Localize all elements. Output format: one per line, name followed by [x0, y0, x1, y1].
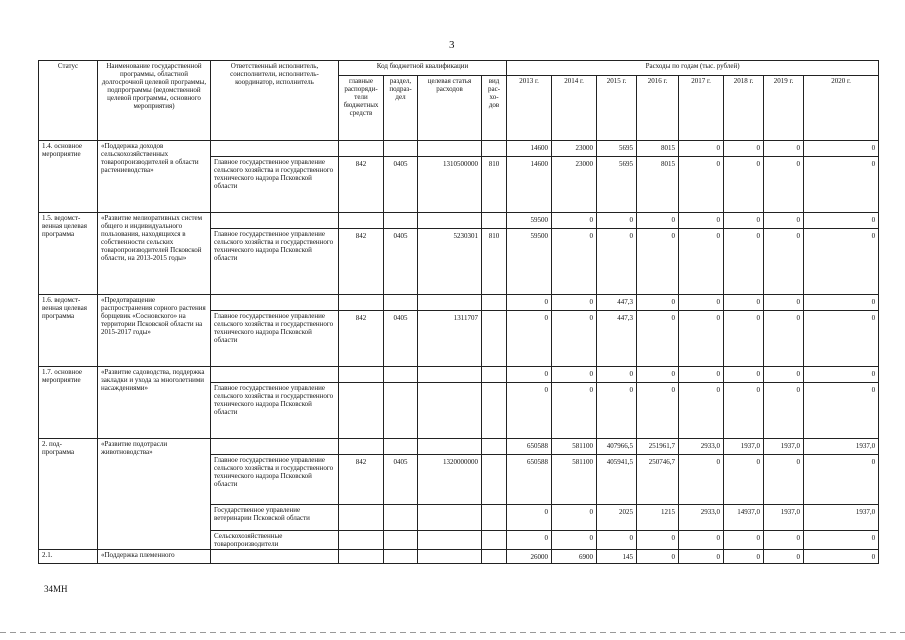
row-year-value: 0: [764, 213, 804, 229]
header-exp-type: вид рас-хо-дов: [482, 76, 507, 141]
row-year-value: 1937,0: [724, 439, 764, 455]
row-expense-type: [482, 531, 507, 550]
row-year-value: 5695: [597, 141, 637, 157]
row-expense-type: [482, 311, 507, 367]
row-year-value: 0: [597, 531, 637, 550]
row-year-value: 0: [507, 505, 552, 531]
row-grbs-code: 842: [339, 157, 384, 213]
row-grbs-code: [339, 295, 384, 311]
table-row: [39, 141, 879, 157]
row-year-value: 0: [724, 157, 764, 213]
row-year-value: 0: [804, 550, 879, 564]
row-section-code: [384, 295, 418, 311]
row-target-code: [418, 367, 482, 383]
row-year-value: 2933,0: [679, 505, 724, 531]
row-name: «Поддержка племенного: [98, 550, 211, 564]
header-year: 2016 г.: [637, 76, 679, 141]
row-year-value: 0: [552, 367, 597, 383]
row-section-code: 0405: [384, 455, 418, 505]
header-year: 2015 г.: [597, 76, 637, 141]
row-year-value: 0: [804, 383, 879, 439]
row-year-value: 0: [552, 505, 597, 531]
header-year: 2013 г.: [507, 76, 552, 141]
row-year-value: 0: [804, 295, 879, 311]
row-year-value: 14937,0: [724, 505, 764, 531]
row-executor: Главное государственное управление сельского хозяйства и государственного технического надзора Псковской области: [211, 229, 339, 295]
row-year-value: 0: [764, 367, 804, 383]
row-target-code: [418, 531, 482, 550]
header-year: 2017 г.: [679, 76, 724, 141]
row-year-value: 0: [679, 229, 724, 295]
row-year-value: 0: [637, 311, 679, 367]
row-year-value: 0: [764, 531, 804, 550]
row-status: 2. под-программа: [39, 439, 98, 550]
row-year-value: 0: [637, 550, 679, 564]
row-year-value: 0: [724, 229, 764, 295]
row-year-value: 0: [764, 229, 804, 295]
row-year-value: 1937,0: [764, 439, 804, 455]
row-expense-type: [482, 295, 507, 311]
row-year-value: 0: [804, 531, 879, 550]
row-status: 1.5. ведомст-венная целевая программа: [39, 213, 98, 295]
row-grbs-code: [339, 383, 384, 439]
header-section: раздел, подраз-дел: [384, 76, 418, 141]
row-executor: [211, 439, 339, 455]
row-executor: [211, 295, 339, 311]
row-year-value: 0: [507, 383, 552, 439]
header-name: Наименование государственной программы, областной долгосрочной целевой программы, подпрограммы (ведомственной целевой программы, основного мероприятия): [98, 61, 211, 141]
header-year: 2020 г.: [804, 76, 879, 141]
row-year-value: 14600: [507, 157, 552, 213]
row-grbs-code: 842: [339, 229, 384, 295]
row-year-value: 0: [637, 213, 679, 229]
row-year-value: 0: [637, 229, 679, 295]
row-expense-type: 810: [482, 157, 507, 213]
row-name: «Развитие подотрасли животноводства»: [98, 439, 211, 550]
row-target-code: [418, 439, 482, 455]
row-executor: Главное государственное управление сельского хозяйства и государственного технического надзора Псковской области: [211, 383, 339, 439]
row-status: 1.7. основное мероприятие: [39, 367, 98, 439]
row-executor: Главное государственное управление сельского хозяйства и государственного технического надзора Псковской области: [211, 311, 339, 367]
row-grbs-code: 842: [339, 311, 384, 367]
row-expense-type: [482, 141, 507, 157]
row-year-value: 0: [552, 383, 597, 439]
row-year-value: 0: [507, 531, 552, 550]
row-expense-type: [482, 383, 507, 439]
row-year-value: 14600: [507, 141, 552, 157]
row-year-value: 0: [764, 295, 804, 311]
row-target-code: [418, 550, 482, 564]
row-year-value: 0: [552, 311, 597, 367]
row-year-value: 581100: [552, 455, 597, 505]
row-year-value: 0: [552, 295, 597, 311]
row-year-value: 0: [679, 213, 724, 229]
row-expense-type: [482, 439, 507, 455]
row-year-value: 0: [724, 531, 764, 550]
row-year-value: 2933,0: [679, 439, 724, 455]
row-year-value: 405941,5: [597, 455, 637, 505]
row-year-value: 59500: [507, 229, 552, 295]
row-executor: [211, 213, 339, 229]
row-year-value: 23000: [552, 157, 597, 213]
row-year-value: 0: [764, 550, 804, 564]
row-year-value: 0: [679, 383, 724, 439]
table-row: [39, 439, 879, 455]
row-year-value: 250746,7: [637, 455, 679, 505]
row-year-value: 0: [764, 157, 804, 213]
row-year-value: 0: [804, 157, 879, 213]
row-grbs-code: [339, 367, 384, 383]
row-year-value: 0: [804, 229, 879, 295]
row-year-value: 0: [552, 531, 597, 550]
row-year-value: 0: [724, 213, 764, 229]
row-year-value: 251961,7: [637, 439, 679, 455]
row-year-value: 0: [724, 141, 764, 157]
header-year: 2018 г.: [724, 76, 764, 141]
row-section-code: 0405: [384, 157, 418, 213]
row-year-value: 0: [507, 367, 552, 383]
row-year-value: 0: [597, 383, 637, 439]
row-grbs-code: 842: [339, 455, 384, 505]
row-executor: Главное государственное управление сельского хозяйства и государственного технического надзора Псковской области: [211, 455, 339, 505]
row-year-value: 0: [679, 157, 724, 213]
row-year-value: 0: [724, 367, 764, 383]
table-row: [39, 213, 879, 229]
row-status: 1.4. основное мероприятие: [39, 141, 98, 213]
row-executor: [211, 141, 339, 157]
row-year-value: 0: [679, 311, 724, 367]
row-year-value: 23000: [552, 141, 597, 157]
row-year-value: 0: [679, 295, 724, 311]
row-expense-type: [482, 505, 507, 531]
row-year-value: 1937,0: [764, 505, 804, 531]
row-year-value: 1937,0: [804, 439, 879, 455]
row-year-value: 0: [804, 213, 879, 229]
row-year-value: 0: [764, 383, 804, 439]
row-year-value: 0: [804, 141, 879, 157]
row-target-code: [418, 295, 482, 311]
row-grbs-code: [339, 213, 384, 229]
row-section-code: [384, 439, 418, 455]
row-year-value: 1937,0: [804, 505, 879, 531]
row-expense-type: [482, 550, 507, 564]
row-year-value: 8015: [637, 141, 679, 157]
row-year-value: 5695: [597, 157, 637, 213]
row-grbs-code: [339, 439, 384, 455]
row-year-value: 447,3: [597, 295, 637, 311]
header-target: целевая статья расходов: [418, 76, 482, 141]
row-year-value: 0: [597, 229, 637, 295]
row-name: «Развитие садоводства, поддержка закладки и ухода за многолетними насаждениями»: [98, 367, 211, 439]
header-executor: Ответственный исполнитель, соисполнители, исполнитель-координатор, исполнитель: [211, 61, 339, 141]
header-expenses: Расходы по годам (тыс. рублей): [507, 61, 879, 76]
row-year-value: 0: [764, 311, 804, 367]
row-year-value: 0: [724, 311, 764, 367]
row-section-code: [384, 550, 418, 564]
scan-edge-line: [0, 632, 905, 633]
row-target-code: [418, 383, 482, 439]
row-executor: Главное государственное управление сельского хозяйства и государственного технического надзора Псковской области: [211, 157, 339, 213]
table-row: [39, 295, 879, 311]
row-expense-type: [482, 367, 507, 383]
header-status: Статус: [39, 61, 98, 141]
row-target-code: [418, 213, 482, 229]
row-name: «Поддержка доходов сельскохозяйственных товаропроизводителей в области растениеводства»: [98, 141, 211, 213]
row-target-code: 1311707: [418, 311, 482, 367]
row-expense-type: [482, 213, 507, 229]
row-section-code: [384, 367, 418, 383]
row-year-value: 650588: [507, 439, 552, 455]
row-year-value: 0: [804, 311, 879, 367]
header-grbs: главные распоряди-тели бюджетных средств: [339, 76, 384, 141]
row-year-value: 0: [804, 367, 879, 383]
row-year-value: 26000: [507, 550, 552, 564]
row-year-value: 407966,5: [597, 439, 637, 455]
row-year-value: 0: [724, 550, 764, 564]
row-section-code: [384, 141, 418, 157]
row-target-code: 1310500000: [418, 157, 482, 213]
row-name: «Предотвращение распространения сорного растения борщевик «Сосновского» на территории Псковской области на 2015-2017 годы»: [98, 295, 211, 367]
row-year-value: 581100: [552, 439, 597, 455]
row-section-code: [384, 505, 418, 531]
row-year-value: 447,3: [597, 311, 637, 367]
row-year-value: 0: [637, 531, 679, 550]
row-year-value: 0: [679, 531, 724, 550]
row-section-code: [384, 383, 418, 439]
row-year-value: 145: [597, 550, 637, 564]
row-year-value: 0: [724, 295, 764, 311]
row-year-value: 0: [552, 229, 597, 295]
row-section-code: [384, 531, 418, 550]
row-year-value: 0: [552, 213, 597, 229]
row-year-value: 0: [507, 311, 552, 367]
row-section-code: 0405: [384, 311, 418, 367]
row-executor: Сельскохозяйственные товаропроизводители: [211, 531, 339, 550]
row-year-value: 6900: [552, 550, 597, 564]
table-body: [39, 141, 879, 564]
row-expense-type: 810: [482, 229, 507, 295]
row-grbs-code: [339, 505, 384, 531]
row-year-value: 0: [679, 141, 724, 157]
row-year-value: 0: [679, 367, 724, 383]
row-year-value: 0: [679, 455, 724, 505]
row-year-value: 59500: [507, 213, 552, 229]
header-year: 2014 г.: [552, 76, 597, 141]
header-budget-code: Код бюджетной квалификации: [339, 61, 507, 76]
row-year-value: 0: [597, 213, 637, 229]
row-grbs-code: [339, 531, 384, 550]
row-year-value: 2025: [597, 505, 637, 531]
row-status: 1.6. ведомст-венная целевая программа: [39, 295, 98, 367]
row-year-value: 0: [804, 455, 879, 505]
row-name: «Развитие мелиоративных систем общего и индивидуального пользования, находящихся в собственности сельских товаропроизводителей Псковской области, на 2013-2015 годы»: [98, 213, 211, 295]
row-target-code: [418, 141, 482, 157]
row-executor: [211, 550, 339, 564]
row-target-code: 5230301: [418, 229, 482, 295]
row-executor: [211, 367, 339, 383]
row-year-value: 0: [637, 367, 679, 383]
row-grbs-code: [339, 141, 384, 157]
row-status: 2.1.: [39, 550, 98, 564]
budget-table: [38, 60, 879, 564]
table-row: [39, 367, 879, 383]
row-year-value: 8015: [637, 157, 679, 213]
row-year-value: 0: [764, 455, 804, 505]
row-section-code: [384, 213, 418, 229]
footer-code: 34МН: [44, 584, 68, 594]
row-target-code: 1320000000: [418, 455, 482, 505]
row-year-value: 1215: [637, 505, 679, 531]
row-year-value: 650588: [507, 455, 552, 505]
header-year: 2019 г.: [764, 76, 804, 141]
page-number: 3: [449, 39, 455, 51]
row-year-value: 0: [724, 455, 764, 505]
row-year-value: 0: [597, 367, 637, 383]
row-expense-type: [482, 455, 507, 505]
row-grbs-code: [339, 550, 384, 564]
row-target-code: [418, 505, 482, 531]
row-executor: Государственное управление ветеринарии Псковской области: [211, 505, 339, 531]
row-year-value: 0: [507, 295, 552, 311]
table-row: [39, 550, 879, 564]
row-section-code: 0405: [384, 229, 418, 295]
row-year-value: 0: [637, 383, 679, 439]
row-year-value: 0: [764, 141, 804, 157]
row-year-value: 0: [637, 295, 679, 311]
row-year-value: 0: [724, 383, 764, 439]
row-year-value: 0: [679, 550, 724, 564]
